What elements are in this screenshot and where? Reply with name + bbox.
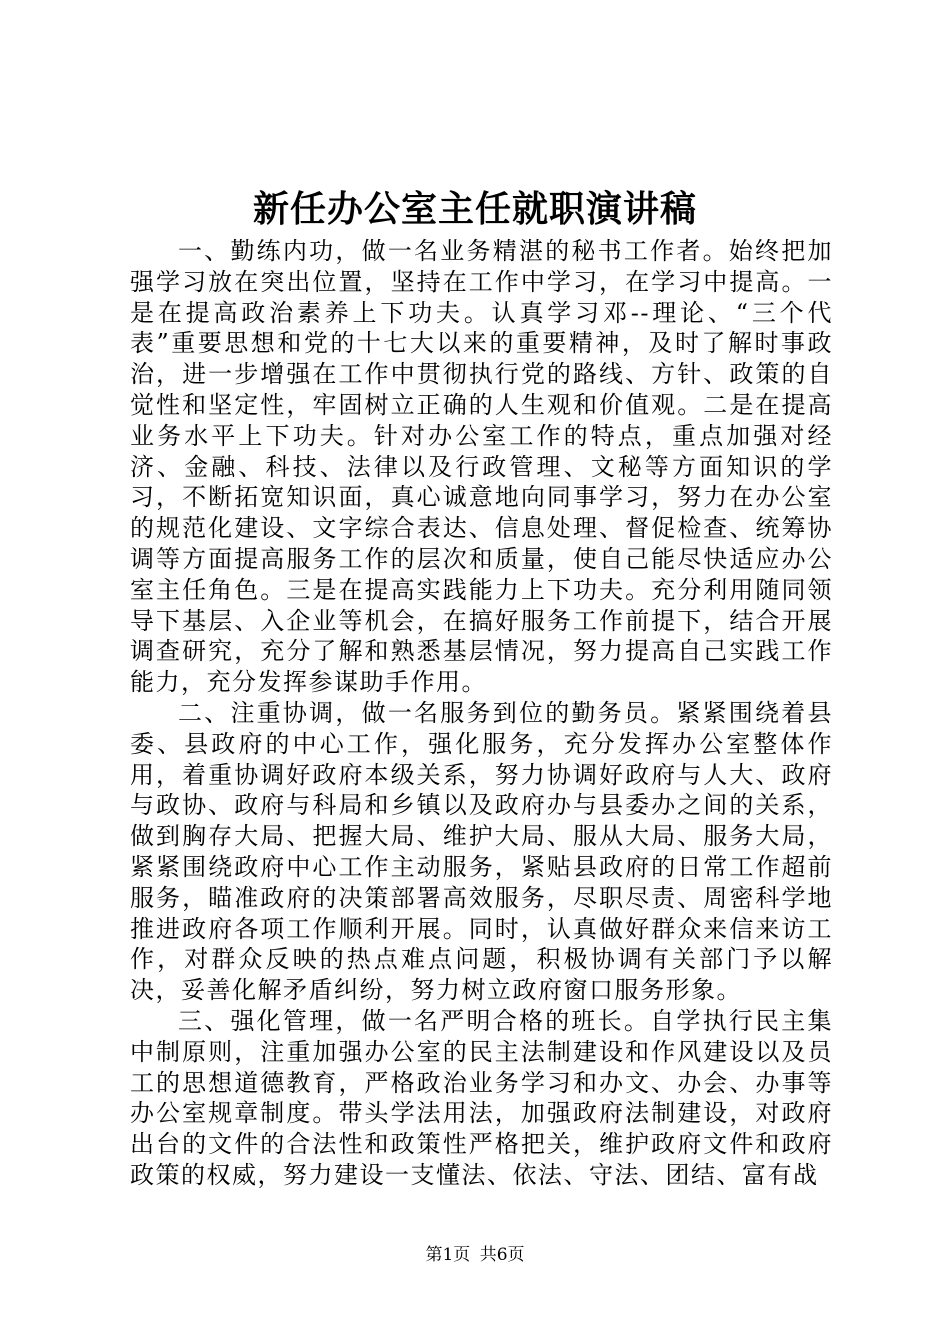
page-total: 共6页 [479,1245,525,1265]
document-body [130,236,833,1191]
page-footer [0,1243,950,1267]
paragraph-2: 二、注重协调，做一名服务到位的勤务员。紧紧围绕着县委、县政府的中心工作，强化服务，充分发挥办公室整体作用，着重协调好政府本级关系，努力协调好政府与人大、政府与政协、政府与科局和乡镇以及政府办与县委办之间的关系，做到胸存大局、把握大局、维护大局、服从大局、服务大局，紧紧围绕政府中心工作主动服务，紧贴县政府的日常工作超前服务，瞄准政府的决策部署高效服务，尽职尽责、周密科学地推进政府各项工作顺利开展。同时，认真做好群众来信来访工作，对群众反映的热点难点问题，积极协调有关部门予以解决，妥善化解矛盾纠纷，努力树立政府窗口服务形象。 [130,698,833,1005]
paragraph-1: 一、勤练内功，做一名业务精湛的秘书工作者。始终把加强学习放在突出位置，坚持在工作中学习，在学习中提高。一是在提高政治素养上下功夫。认真学习邓--理论、“三个代表”重要思想和党的十七大以来的重要精神，及时了解时事政治，进一步增强在工作中贯彻执行党的路线、方针、政策的自觉性和坚定性，牢固树立正确的人生观和价值观。二是在提高业务水平上下功夫。针对办公室工作的特点，重点加强对经济、金融、科技、法律以及行政管理、文秘等方面知识的学习，不断拓宽知识面，真心诚意地向同事学习，努力在办公室的规范化建设、文字综合表达、信息处理、督促检查、统筹协调等方面提高服务工作的层次和质量，使自己能尽快适应办公室主任角色。三是在提高实践能力上下功夫。充分利用随同领导下基层、入企业等机会，在搞好服务工作前提下，结合开展调查研究，充分了解和熟悉基层情况，努力提高自己实践工作能力，充分发挥参谋助手作用。 [130,237,833,697]
document-title: 新任办公室主任就职演讲稿 [252,188,697,230]
paragraph-3: 三、强化管理，做一名严明合格的班长。自学执行民主集中制原则，注重加强办公室的民主法制建设和作风建设以及员工的思想道德教育，严格政治业务学习和办文、办会、办事等办公室规章制度。带头学法用法，加强政府法制建设，对政府出台的文件的合法性和政策性严格把关，维护政府文件和政府政策的权威，努力建设一支懂法、依法、守法、团结、富有战 [130,1006,833,1189]
page-number: 第1页 [425,1245,471,1265]
